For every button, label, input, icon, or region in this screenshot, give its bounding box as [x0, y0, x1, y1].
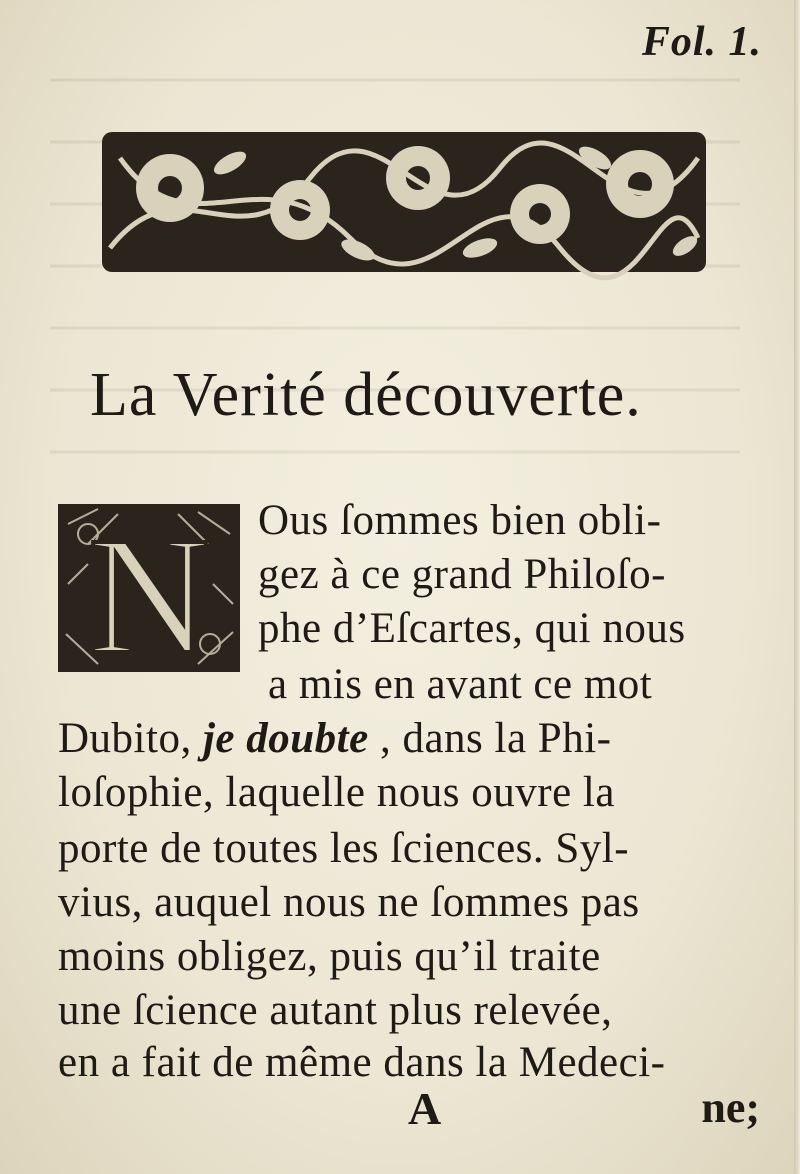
- text-line-8: vius, auquel nous ne ſommes pas: [58, 879, 640, 926]
- catchword: ne;: [701, 1083, 760, 1132]
- folio-number: Fol. 1.: [641, 19, 762, 65]
- page-edge: [794, 0, 800, 1174]
- text-line-6: loſophie, laquelle nous ouvre la: [58, 769, 615, 816]
- italic-phrase: je doubte: [202, 715, 369, 762]
- text-line-3: phe d’Eſcartes, qui nous: [258, 605, 686, 652]
- floral-headpiece-ornament: [100, 118, 708, 283]
- text-line-1: Ous ſommes bien obli-: [258, 497, 662, 544]
- text-line-9: moins obligez, puis qu’il traite: [58, 933, 601, 980]
- text-line-5-start: Dubito,: [58, 715, 192, 762]
- text-line-2: gez à ce grand Philoſo-: [258, 551, 666, 598]
- decorated-initial: [58, 504, 240, 672]
- decorated-initial-letter: N: [88, 504, 210, 672]
- signature-mark: A: [408, 1083, 442, 1134]
- text-line-4: a mis en avant ce mot: [268, 661, 653, 708]
- text-line-7: porte de toutes les ſciences. Syl-: [58, 825, 630, 872]
- text-line-5: [58, 714, 611, 763]
- page-title: La Verité découverte.: [90, 361, 642, 429]
- text-line-11: en a fait de même dans la Medeci-: [58, 1039, 666, 1086]
- text-line-5-end: , dans la Phi-: [379, 715, 612, 762]
- text-line-10: une ſcience autant plus relevée,: [58, 987, 613, 1034]
